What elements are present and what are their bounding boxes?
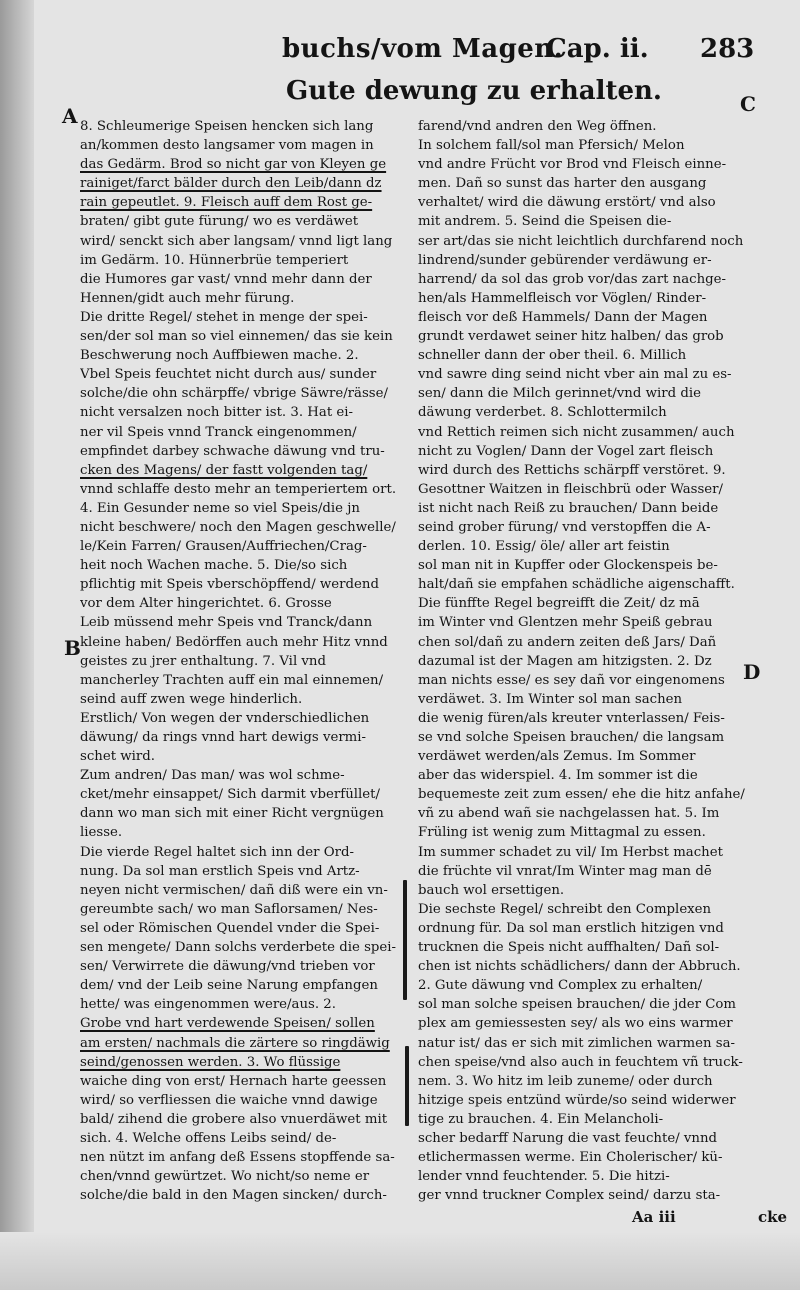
margin-letter-d: D	[743, 660, 761, 684]
text-line: vnd sawre ding seind nicht vber ain mal zu es-	[418, 367, 732, 383]
text-line: vnd andre Frücht vor Brod vnd Fleisch einne-	[418, 157, 727, 173]
text-line: Im summer schadet zu vil/ Im Herbst machet	[418, 844, 723, 860]
section-title: Gute dewung zu erhalten.	[286, 76, 662, 106]
margin-letter-a: A	[62, 104, 78, 128]
text-line: ser art/das sie nicht leichtlich durchfarend noch	[418, 233, 744, 249]
margin-letter-b: B	[64, 636, 81, 660]
text-line: vnd Rettich reimen sich nicht zusammen/ auch	[418, 424, 735, 440]
text-line: Zum andren/ Das man/ was wol schme-	[80, 768, 345, 784]
text-line: harrend/ da sol das grob vor/das zart nachge-	[418, 271, 727, 287]
text-line: ner vil Speis vnnd Tranck eingenommen/	[80, 424, 357, 440]
text-line: man nichts esse/ es sey dañ vor eingenomens	[418, 672, 725, 688]
text-line: ist nicht nach Reiß zu brauchen/ Dann beide	[418, 500, 719, 516]
text-line: se vnd solche Speisen brauchen/ die langsam	[418, 730, 725, 745]
text-line: aber das widerspiel. 4. Im sommer ist die	[418, 768, 698, 784]
text-line: Die vierde Regel haltet sich inn der Ord-	[80, 844, 355, 860]
text-line: plex am gemiessesten sey/ als wo eins warmer	[418, 1016, 733, 1032]
text-line: das Gedärm. Brod so nicht gar von Kleyen ge	[80, 157, 387, 173]
text-line: tige zu brauchen. 4. Ein Melancholi-	[418, 1111, 664, 1127]
text-line: chen sol/dañ zu andern zeiten deß Jars/ Dañ	[418, 634, 717, 650]
text-line: sich. 4. Welche offens Leibs seind/ de-	[80, 1130, 337, 1146]
text-line: verdäwet. 3. Im Winter sol man sachen	[418, 691, 683, 707]
page-bottom-shadow	[0, 1232, 800, 1290]
text-line: vñ zu abend wañ sie nachgelassen hat. 5. Im	[418, 806, 720, 822]
text-line: neyen nicht vermischen/ dañ diß were ein vn-	[80, 882, 388, 898]
text-line: gereumbte sach/ wo man Saflorsamen/ Nes-	[80, 901, 378, 917]
text-line: dem/ vnd der Leib seine Narung empfangen	[80, 978, 378, 994]
text-line: verdäwet werden/als Zemus. Im Sommer	[418, 749, 696, 765]
text-line: an/kommen desto langsamer vom magen in	[80, 138, 374, 154]
text-line: heit noch Wachen mache. 5. Die/so sich	[80, 558, 348, 574]
text-line: Erstlich/ Von wegen der vnderschiedlichen	[80, 710, 370, 726]
text-line: Die sechste Regel/ schreibt den Complexen	[418, 901, 712, 917]
text-line: mancherley Trachten auff ein mal einnemen/	[80, 672, 384, 688]
text-line: die wenig füren/als kreuter vnterlassen/ Feis-	[418, 710, 725, 726]
folio-number: 283	[700, 34, 755, 64]
text-line: sol man nit in Kupffer oder Glockenspeis be-	[418, 558, 718, 574]
text-line: empfindet darbey schwache däwung vnd tru-	[80, 443, 385, 459]
running-head: buchs/vom Magen.	[282, 34, 564, 64]
text-line: bald/ zihend die grobere also vnuerdäwet mit	[80, 1111, 388, 1127]
text-line: kleine haben/ Bedörffen auch mehr Hitz vnnd	[80, 634, 388, 650]
text-line: fleisch vor deß Hammels/ Dann der Magen	[418, 309, 708, 325]
text-line: wird/ senckt sich aber langsam/ vnnd ligt lang	[80, 233, 393, 249]
handwritten-bracket-mark	[405, 1046, 409, 1126]
text-line: 8. Schleumerige Speisen hencken sich lang	[80, 119, 374, 134]
text-line: am ersten/ nachmals die zärtere so ringdäwig	[80, 1035, 390, 1051]
text-line: schet wird.	[80, 749, 156, 765]
text-line: 4. Ein Gesunder neme so viel Speis/die jn	[80, 500, 360, 516]
text-line: Gesottner Waitzen in fleischbrü oder Wasser/	[418, 481, 724, 497]
text-line: die früchte vil vnrat/Im Winter mag man dē	[418, 863, 712, 879]
text-line: dann wo man sich mit einer Richt vergnügen	[80, 806, 384, 822]
text-line: le/Kein Farren/ Grausen/Auffriechen/Crag-	[80, 539, 367, 555]
text-line: 2. Gute däwung vnd Complex zu erhalten/	[418, 978, 703, 994]
text-line: Die fünffte Regel begreifft die Zeit/ dz mā	[418, 596, 700, 612]
text-line: sen/der sol man so viel einnemen/ das sie kein	[80, 329, 393, 345]
text-line: vnnd schlaffe desto mehr an temperiertem ort.	[80, 481, 397, 497]
text-line: däwung verderbet. 8. Schlottermilch	[418, 405, 667, 421]
text-line: Beschwerung noch Auffbiewen mache. 2.	[80, 348, 359, 364]
text-line: im Winter vnd Glentzen mehr Speiß gebrau	[418, 615, 713, 631]
left-text-column	[80, 117, 455, 1205]
text-line: schneller dann der ober theil. 6. Millich	[418, 348, 687, 364]
text-line: halt/dañ sie empfahen schädliche aigenschafft.	[418, 577, 735, 593]
text-line: hette/ was eingenommen were/aus. 2.	[80, 997, 336, 1013]
text-line: im Gedärm. 10. Hünnerbrüe temperiert	[80, 252, 349, 268]
text-line: bequemeste zeit zum essen/ ehe die hitz anfahe/	[418, 787, 745, 803]
catchword: cke	[758, 1208, 788, 1226]
text-line: sen mengete/ Dann solchs verderbete die spei-	[80, 940, 397, 956]
text-line: hen/als Hammelfleisch vor Vöglen/ Rinder-	[418, 290, 707, 306]
right-text-column	[418, 117, 793, 1205]
text-line: verhaltet/ wird die däwung erstört/ vnd also	[418, 195, 716, 211]
text-line: ger vnnd truckner Complex seind/ darzu sta-	[418, 1188, 721, 1204]
text-line: sol man solche speisen brauchen/ die jder Com	[418, 997, 737, 1013]
text-line: nen nützt im anfang deß Essens stopffende sa-	[80, 1150, 395, 1166]
text-line: derlen. 10. Essig/ öle/ aller art feistin	[418, 539, 670, 555]
text-line: sen/ dann die Milch gerinnet/vnd wird die	[418, 386, 701, 402]
text-line: braten/ gibt gute fürung/ wo es verdäwet	[80, 214, 359, 230]
text-line: rain gepeutlet. 9. Fleisch auff dem Rost ge-	[80, 195, 373, 211]
text-line: wird durch des Rettichs schärpff verstöret. 9.	[418, 462, 726, 478]
text-line: chen ist nichts schädlichers/ dann der Abbruch.	[418, 959, 741, 975]
margin-letter-c: C	[740, 92, 756, 116]
text-line: nicht versalzen noch bitter ist. 3. Hat ei-	[80, 405, 354, 421]
text-line: ordnung für. Da sol man erstlich hitzigen vnd	[418, 920, 724, 936]
text-line: solche/die ohn schärpffe/ vbrige Säwre/rässe/	[80, 386, 388, 402]
text-line: Leib müssend mehr Speis vnd Tranck/dann	[80, 615, 373, 631]
text-line: farend/vnd andren den Weg öffnen.	[418, 119, 657, 134]
text-line: seind grober fürung/ vnd verstopffen die A-	[418, 519, 711, 535]
text-line: natur ist/ das er sich mit zimlichen warmen sa-	[418, 1035, 736, 1051]
handwritten-bracket-mark	[403, 880, 407, 1000]
page-edge-shadow	[0, 0, 34, 1290]
text-line: In solchem fall/sol man Pfersich/ Melon	[418, 138, 685, 154]
text-line: grundt verdawet seiner hitz halben/ das grob	[418, 329, 724, 345]
text-line: hitzige speis entzünd würde/so seind widerwer	[418, 1092, 736, 1108]
text-line: scher bedarff Narung die vast feuchte/ vnnd	[418, 1130, 718, 1146]
text-line: seind/genossen werden. 3. Wo flüssige	[80, 1054, 341, 1070]
text-line: chen speise/vnd also auch in feuchtem vñ truck-	[418, 1054, 743, 1070]
text-line: bauch wol ersettigen.	[418, 882, 565, 898]
text-line: Früling ist wenig zum Mittagmal zu essen.	[418, 825, 706, 841]
text-line: Vbel Speis feuchtet nicht durch aus/ sunder	[80, 367, 377, 383]
text-line: däwung/ da rings vnnd hart dewigs vermi-	[80, 730, 367, 745]
text-line: geistes zu jrer enthaltung. 7. Vil vnd	[80, 653, 327, 669]
text-line: solche/die bald in den Magen sincken/ durch-	[80, 1188, 387, 1204]
text-line: wird/ so verfliessen die waiche vnnd dawige	[80, 1092, 378, 1108]
text-line: lindrend/sunder gebürender verdäwung er-	[418, 252, 712, 268]
text-line: Hennen/gidt auch mehr fürung.	[80, 290, 295, 306]
text-line: liesse.	[80, 825, 123, 841]
text-line: nung. Da sol man erstlich Speis vnd Artz-	[80, 863, 360, 879]
chapter-number: Cap. ii.	[546, 34, 649, 64]
text-line: Grobe vnd hart verdewende Speisen/ sollen	[80, 1016, 375, 1032]
text-line: pflichtig mit Speis vberschöpffend/ werdend	[80, 577, 379, 593]
text-line: Die dritte Regel/ stehet in menge der spei-	[80, 309, 368, 325]
signature-mark: Aa iii	[632, 1208, 676, 1226]
text-line: vor dem Alter hingerichtet. 6. Grosse	[80, 596, 332, 612]
text-line: die Humores gar vast/ vnnd mehr dann der	[80, 271, 372, 287]
text-line: trucknen die Speis nicht auffhalten/ Dañ sol-	[418, 940, 720, 956]
text-line: sel oder Römischen Quendel vnder die Spei-	[80, 920, 380, 936]
text-line: cken des Magens/ der fastt volgenden tag/	[80, 462, 368, 478]
text-line: chen/vnnd gewürtzet. Wo nicht/so neme er	[80, 1169, 370, 1185]
text-line: cket/mehr einsappet/ Sich darmit vberfüllet/	[80, 787, 380, 803]
text-line: nicht zu Voglen/ Dann der Vogel zart fleisch	[418, 443, 714, 459]
text-line: nicht beschwere/ noch den Magen geschwelle/	[80, 519, 396, 535]
text-line: men. Dañ so sunst das harter den ausgang	[418, 176, 707, 192]
text-line: mit andrem. 5. Seind die Speisen die-	[418, 214, 672, 230]
text-line: seind auff zwen wege hinderlich.	[80, 691, 303, 707]
text-line: waiche ding von erst/ Hernach harte geessen	[80, 1073, 387, 1089]
text-line: lender vnnd feuchtender. 5. Die hitzi-	[418, 1169, 670, 1185]
page-header	[0, 28, 800, 70]
text-line: dazumal ist der Magen am hitzigsten. 2. Dz	[418, 653, 712, 669]
text-line: rainiget/farct bälder durch den Leib/dann dz	[80, 176, 382, 192]
text-line: nem. 3. Wo hitz im leib zuneme/ oder durch	[418, 1073, 713, 1089]
text-line: etlichermassen werme. Ein Cholerischer/ kü-	[418, 1150, 723, 1166]
text-line: sen/ Verwirrete die däwung/vnd trieben vor	[80, 959, 375, 975]
